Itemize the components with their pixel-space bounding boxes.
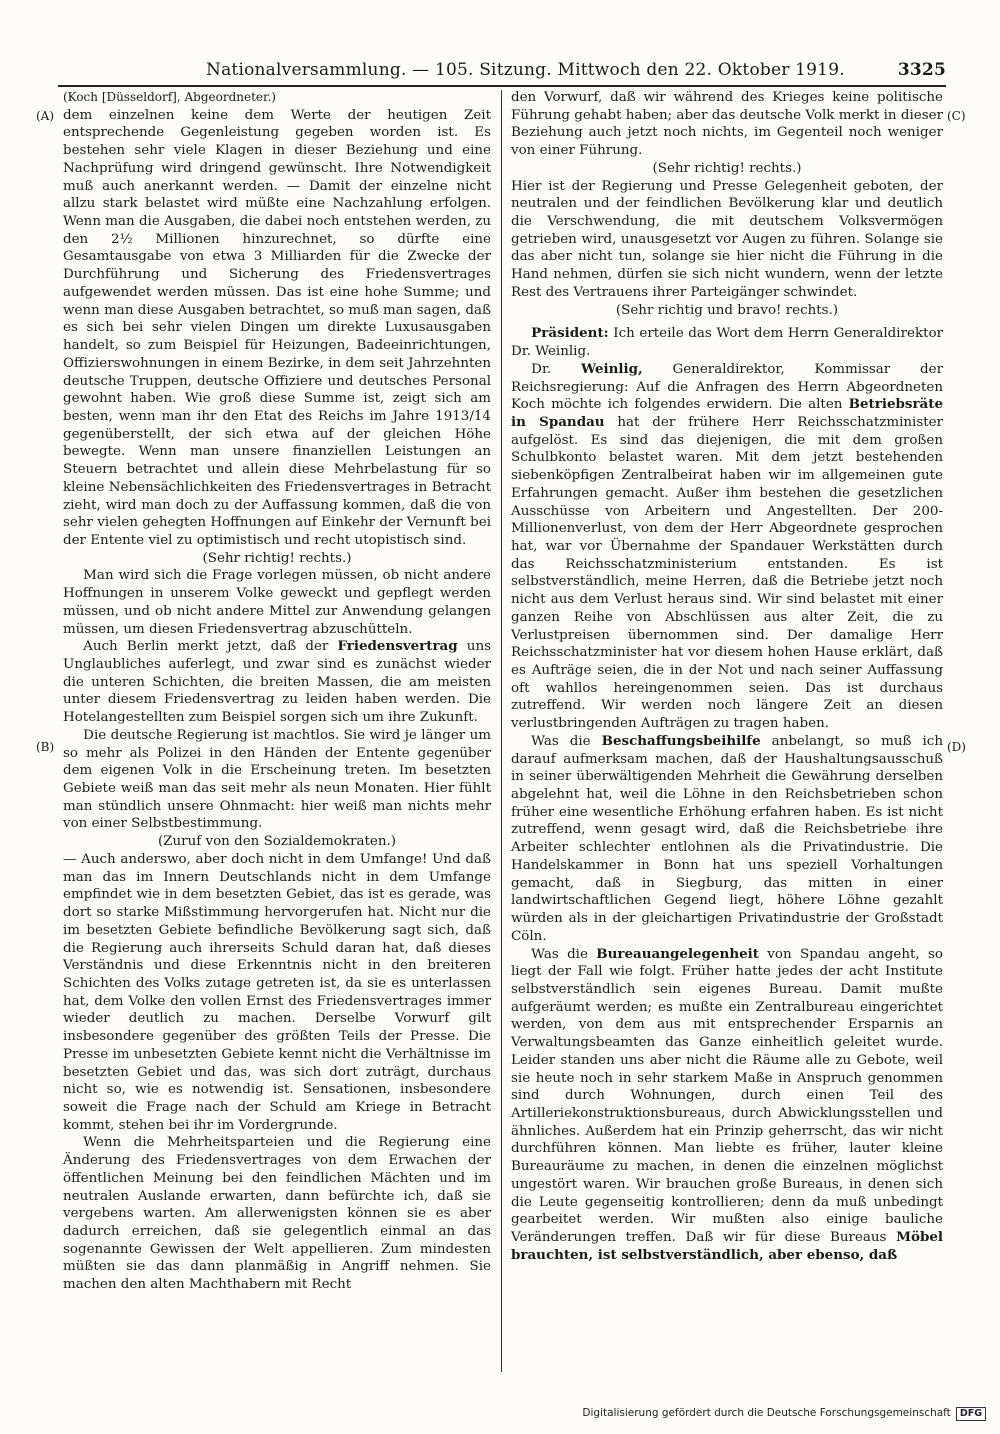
- paragraph: [511, 733, 943, 946]
- header-rule: [58, 85, 946, 87]
- column-divider: [501, 90, 502, 1372]
- paragraph: Wenn die Mehrheitsparteien und die Regierung eine Änderung des Friedensvertrages von dem Erwachen der öffentlichen Meinung bei den feindlichen Mächten und im neutralen Auslande erwarten, dann befürchte ich, daß sie vergebens warten. Am allerwenigsten können sie es aber dadurch erreichen, daß sie gelegentlich einmal an das sogenannte Gewissen der Welt appellieren. Zum mindesten müßten sie das dann planmäßig in Angriff nehmen. Sie machen den alten Machthabern mit Recht: [63, 1135, 491, 1293]
- margin-mark-b: (B): [36, 740, 55, 754]
- text-run: Ich erteile das Wort dem Herrn Generaldirektor Dr. Weinlig.: [511, 326, 943, 360]
- speaker-paragraph: [511, 325, 943, 360]
- text-run: hat der frühere Herr Reichsschatzminister aufgelöst. Es sind das diejenigen, die mit dem großen Schulbkonto belastet waren. Mit dem jetzt bestehenden siebenköpfigen Zentralbeirat haben wir im allgemeinen gute Erfahrungen gemacht. Außer ihm bestehen die gesetzlichen Ausschüsse von Arbeitern und Angestellten. Der 200-Millionenverlust, von dem der Herr Abgeordnete gesprochen hat, war vor Übernahme der Spandauer Werkstätten durch das Reichsschatzministerium entstanden. Es ist selbstverständlich, meine Herren, daß die Betriebe jetzt noch nicht aus dem Verlust heraus sind. Wir sind belastet mit einer ganzen Reihe von Abschlüssen aus alter Zeit, die zu Verlustpreisen übernommen sind. Der damalige Herr Reichsschatzminister hat vor diesem hohen Hause erklärt, daß es Aufträge seien, die in der Not und nach seiner Auffassung oft wahllos hereingenommen seien. Das ist durchaus zutreffend. Wir werden noch längere Zeit an diesen verlustbringenden Aufträgen zu tragen haben.: [511, 414, 943, 732]
- text-run: anbelangt, so muß ich darauf aufmerksam machen, daß der Haushaltungsausschuß in seiner überwältigenden Mehrheit die Gewährung derselben abgelehnt hat, weil die Löhne in den Reichsbetrieben schon früher eine wesentliche Erhöhung erfahren haben. Es ist nicht zutreffend, wenn gesagt wird, daß die Reichsbetriebe ihre Arbeiter schlechter entlohnen als die Privatindustrie. Die Handelskammer in Bonn hat uns speziell Vorhaltungen gemacht, daß in Siegburg, das mitten in einer landwirtschaftlichen Gegend liegt, höhere Löhne gezahlt würden als in der gleichartigen Privatindustrie der Großstadt Cöln.: [511, 733, 943, 944]
- text-run: uns Unglaubliches auferlegt, und zwar sind es zunächst wieder die unteren Schichten, die breiten Massen, die am meisten unter diesem Friedensvertrag zu leiden haben werden. Die Hotelangestellten zum Beispiel sorgen sich um ihre Zukunft.: [63, 639, 491, 726]
- right-column: [511, 89, 943, 1264]
- interjection: (Sehr richtig und bravo! rechts.): [615, 302, 839, 318]
- speaker-line: (Koch [Düsseldorf], Abgeordneter.): [63, 90, 276, 104]
- interjection: (Sehr richtig! rechts.): [202, 550, 352, 566]
- margin-mark-a: (A): [36, 109, 55, 123]
- emphasis: Beschaffungsbeihilfe: [601, 732, 761, 749]
- paragraph: Hier ist der Regierung und Presse Gelegenheit geboten, der neutralen und der feindlichen Bevölkerung klar und deutlich die Verschwendung, die mit deutschem Volksvermögen getrieben wird, unausgesetzt vor Augen zu führen. Solange sie das aber nicht tun, solange sie hier nicht die Führung in die Hand nehmen, dürfen sie sich nicht wundern, wenn der letzte Rest des Vertrauens ihrer Parteigänger schwindet.: [511, 178, 943, 300]
- emphasis: Möbel brauchten, ist selbstverständlich, aber ebenso, daß: [511, 1229, 943, 1263]
- left-column: [63, 89, 491, 1294]
- running-header: [58, 58, 946, 82]
- speaker-name: Weinlig,: [580, 360, 643, 377]
- interjection: (Zuruf von den Sozialdemokraten.): [157, 834, 397, 850]
- text-run: von Spandau angeht, so liegt der Fall wie folgt. Früher hatte jedes der acht Institute selbstverständlich sein eigenes Bureau. Damit mußte aufgeräumt werden; es mußte ein Zentralbureau eingerichtet werden, von dem aus mit entsprechender Ersparnis an Verwaltungsbeamten das Ganze einheitlich geleitet wurde. Leider standen uns aber nicht die Räume alle zu Gebote, weil sie heute noch in sehr starkem Maße in Anspruch genommen sind durch Wohnungen, durch einen Teil des Artilleriekonstruktionsbureaus, durch Abwicklungsstellen und ähnliches. Außerdem hat ein Prinzip geherrscht, das wir nicht durchführen können. Man liebte es früher, lauter kleine Bureauräume zu machen, in denen die einzelnen möglichst ungestört waren. Wir brauchen große Bureaus, in denen sich die Leute gegenseitig kontrollieren; denn da muß unbedingt gearbeitet werden. Wir mußten also einige bauliche Veränderungen treffen. Daß wir für diese Bureaus: [511, 946, 943, 1245]
- footer-text: Digitalisierung gefördert durch die Deutsche Forschungsgemeinschaft: [582, 1407, 951, 1419]
- text-run: Generaldirektor, Kommissar der Reichsregierung: Auf die Anfragen des Herrn Abgeordneten Koch möchte ich folgendes erwidern. Die alten: [511, 361, 944, 413]
- paragraph: den Vorwurf, daß wir während des Krieges keine politische Führung gehabt haben; aber das deutsche Volk merkt in dieser Beziehung auch jetzt noch nichts, im Gegenteil noch weniger von einer Führung.: [511, 90, 943, 159]
- speaker-name: Präsident:: [531, 325, 609, 342]
- emphasis: Betriebsräte in Spandau: [511, 396, 943, 430]
- page-number: 3325: [897, 60, 946, 80]
- margin-mark-d: (D): [947, 740, 966, 754]
- digitization-footer: [582, 1407, 986, 1421]
- text-run: Was die: [531, 946, 597, 962]
- interjection: (Sehr richtig! rechts.): [652, 160, 802, 176]
- paragraph: [511, 946, 943, 1265]
- emphasis: Bureauangelegenheit: [596, 945, 759, 962]
- paragraph: Die deutsche Regierung ist machtlos. Sie wird je länger um so mehr als Polizei in den Händen der Entente gegenüber dem eigenen Volk in die Erscheinung treten. Im besetzten Gebiete weiß man das seit mehr als neun Monaten. Hier fühlt man stündlich unsere Ohnmacht: hier weiß man nichts mehr von einer Selbstbestimmung.: [63, 727, 491, 832]
- speaker-paragraph: [511, 361, 943, 733]
- paragraph: [63, 638, 491, 727]
- text-run: Dr.: [531, 361, 581, 377]
- text-run: Auch Berlin merkt jetzt, daß der: [83, 639, 338, 655]
- dfg-logo: DFG: [956, 1407, 986, 1421]
- text-run: Was die: [531, 733, 602, 749]
- paragraph: — Auch anderswo, aber doch nicht in dem Umfange! Und daß man das im Innern Deutschlands nicht in dem Umfange empfindet wie in dem besetzten Gebiet, das ist es gerade, was dort so starke Mißstimmung hervorgerufen hat. Nicht nur die im besetzten Gebiete befindliche Bevölkerung sagt sich, daß die Regierung auch ihrerseits Schuld daran hat, daß dieses Verständnis und diese Erkenntnis nicht in den breiteren Schichten des Volks zutage getreten ist, da sie es unterlassen hat, dem Volke den vollen Ernst des Friedensvertrages immer wieder deutlich zu machen. Derselbe Vorwurf gilt insbesondere gegenüber des größten Teils der Presse. Die Presse im unbesetzten Gebiete kennt nicht die Verhältnisse im besetzten Gebiet und das, was sich dort zuträgt, durchaus nicht so, wie es notwendig ist. Sensationen, insbesondere soweit die Frage nach der Schuld am Kriege in Betracht kommt, stehen bei ihr im Vordergrunde.: [63, 851, 491, 1133]
- paragraph: Man wird sich die Frage vorlegen müssen, ob nicht andere Hoffnungen in unserem Volke geweckt und gepflegt werden müssen, und ob nicht andere Mittel zur Anwendung gelangen müssen, um diesen Friedensvertrag abzuschütteln.: [63, 568, 491, 637]
- paragraph: dem einzelnen keine dem Werte der heutigen Zeit entsprechende Gegenleistung gegeben worden ist. Es bestehen sehr viele Klagen in dieser Beziehung und eine Nachprüfung wird dringend gewünscht. Ihre Notwendigkeit muß auch anerkannt werden. — Damit der einzelne nicht allzu stark belastet wird müßte eine Nachzahlung erfolgen. Wenn man die Ausgaben, die dabei noch entstehen werden, zu den 2½ Millionen hinzurechnet, so dürfte eine Gesamtausgabe von etwa 3 Milliarden für die Zwecke der Durchführung und Sicherung des Friedensvertrages aufgewendet werden müssen. Das ist eine hohe Summe; und wenn man diese Ausgaben betrachtet, so muß man sagen, daß es sich bei sehr vielen Dingen um direkte Luxusausgaben handelt, so zum Beispiel für Heizungen, Badeeinrichtungen, Offizierswohnungen in einem Bezirke, in dem seit Jahrzehnten deutsche Truppen, deutsche Offiziere und deutsches Personal gewohnt haben. Wie groß diese Summe ist, zeigt sich am besten, wenn man ihr den Etat des Reichs im Jahre 1913/14 gegenüberstellt, der sich etwa auf der gleichen Höhe bewegte. Wenn man unsere finanziellen Leistungen an Steuern betrachtet und allein diese Mehrbelastung für so kleine Nebensächlichkeiten des Friedensvertrages in Betracht zieht, wird man doch zu der Auffassung kommen, daß die von sehr vielen gehegten Hoffnungen auf Einkehr der Vernunft bei der Entente viel zu optimistisch und recht utopistisch sind.: [63, 107, 491, 548]
- header-title: Nationalversammlung. — 105. Sitzung. Mittwoch den 22. Oktober 1919.: [206, 60, 845, 80]
- margin-mark-c: (C): [947, 109, 966, 123]
- emphasis: Friedensvertrag: [337, 638, 458, 655]
